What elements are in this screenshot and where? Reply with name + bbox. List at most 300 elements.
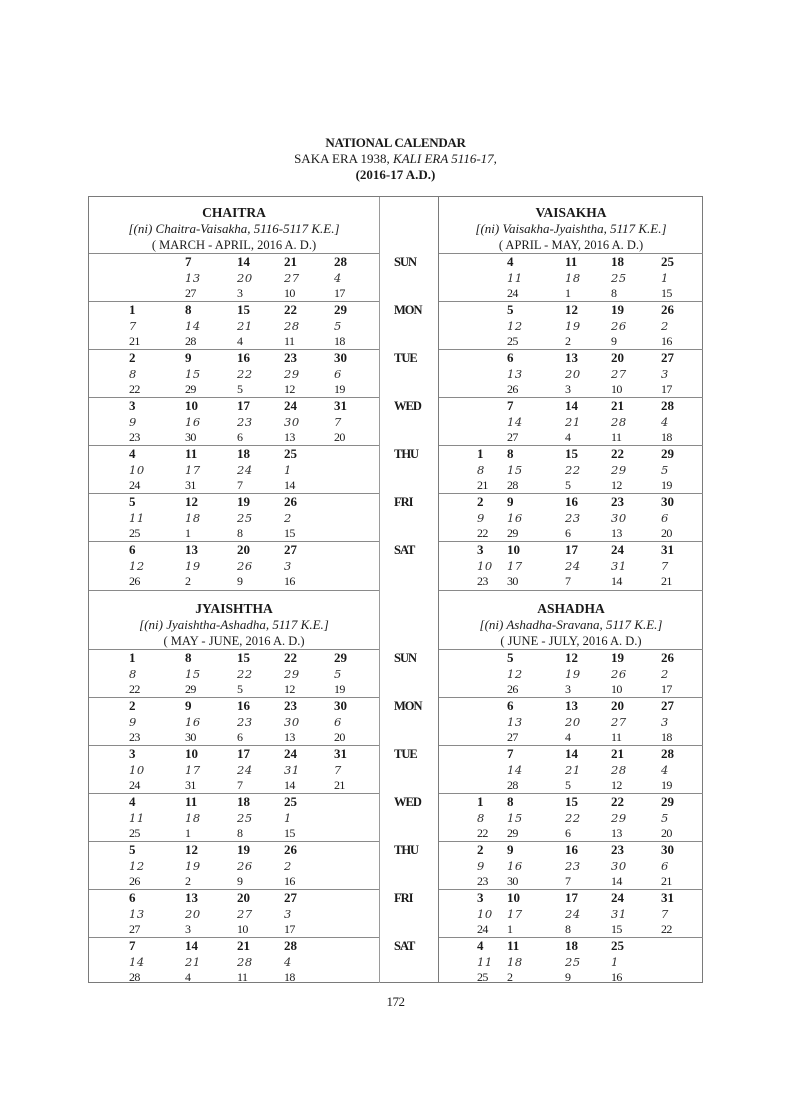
date-cell: 13 [185,542,198,557]
date-cell: 24 [237,763,253,777]
date-cell: 28 [129,970,140,984]
date-cell: 5 [565,478,571,492]
gregorian-line [439,890,703,906]
date-cell: 9 [507,494,514,509]
gregorian-line [89,494,379,510]
gregorian-line [439,650,703,666]
date-cell: 1 [129,302,136,317]
date-cell: 16 [237,698,250,713]
day-label-mon: MON [394,303,422,317]
date-cell: 4 [507,254,514,269]
date-cell: 4 [661,763,669,777]
date-cell: 19 [611,302,624,317]
date-cell: 16 [185,715,201,729]
date-cell: 14 [565,398,578,413]
date-cell: 23 [129,730,140,744]
date-cell: 21 [565,415,581,429]
week-row-fri [89,493,379,541]
date-cell: 30 [185,430,196,444]
date-cell: 23 [129,430,140,444]
month-range: ( APRIL - MAY, 2016 A. D.) [498,238,644,252]
saka-era: SAKA ERA 1938, [294,151,390,166]
date-cell: 20 [185,907,201,921]
date-cell: 29 [507,826,518,840]
date-cell: 20 [334,730,345,744]
date-cell: 24 [284,398,297,413]
date-cell: 13 [185,890,198,905]
date-cell: 5 [507,302,514,317]
week-row-tue [89,349,379,397]
kali-era: KALI ERA 5116-17, [393,151,497,166]
date-cell: 15 [565,446,578,461]
week-row-thu [89,445,379,493]
date-cell: 8 [477,811,485,825]
week-row-thu [89,841,379,889]
date-cell: 1 [661,271,669,285]
date-cell: 22 [129,382,140,396]
date-cell: 31 [661,890,674,905]
date-cell: 11 [237,970,248,984]
date-cell: 17 [185,763,201,777]
date-cell: 30 [611,511,627,525]
section-divider [439,590,703,591]
date-cell: 21 [284,254,297,269]
date-cell: 14 [507,415,523,429]
date-cell: 25 [129,826,140,840]
date-cell: 2 [284,859,292,873]
date-cell: 27 [284,271,300,285]
date-cell: 11 [129,811,145,825]
gregorian-line [89,842,379,858]
month-panel-ashadha [439,591,703,985]
date-cell: 6 [507,350,514,365]
date-cell: 4 [129,794,136,809]
date-cell: 11 [284,334,295,348]
date-cell: 19 [661,478,672,492]
date-cell: 2 [477,494,484,509]
date-cell: 26 [237,559,253,573]
date-cell: 23 [611,842,624,857]
saka-line [89,954,379,970]
month-header [89,197,379,253]
date-cell: 26 [507,682,518,696]
date-cell: 3 [565,382,571,396]
date-cell: 10 [129,463,145,477]
date-cell: 11 [129,511,145,525]
day-label-wed: WED [394,795,421,809]
date-cell: 25 [611,938,624,953]
saka-line [89,462,379,478]
date-cell: 26 [284,494,297,509]
date-cell: 12 [565,302,578,317]
saka-line [439,414,703,430]
week-row-tue [89,745,379,793]
gregorian-line [439,542,703,558]
date-cell: 8 [611,286,617,300]
gregorian-line [439,938,703,954]
date-cell: 11 [611,430,622,444]
date-cell: 26 [611,667,627,681]
lunar-line [439,969,703,985]
week-row-tue [439,745,703,793]
date-cell: 9 [477,511,485,525]
gregorian-line [89,302,379,318]
week-row-wed [89,397,379,445]
date-cell: 22 [129,682,140,696]
gregorian-line [89,650,379,666]
date-cell: 10 [237,922,248,936]
calendar-table [88,196,703,983]
date-cell: 25 [661,254,674,269]
week-row-wed [439,793,703,841]
saka-line [89,414,379,430]
date-cell: 6 [661,859,669,873]
date-cell: 7 [507,746,514,761]
date-cell: 12 [284,382,295,396]
date-cell: 23 [237,715,253,729]
date-cell: 10 [477,559,493,573]
date-cell: 8 [507,446,514,461]
date-cell: 2 [661,319,669,333]
date-cell: 20 [611,350,624,365]
date-cell: 13 [565,350,578,365]
day-label-tue: TUE [394,351,417,365]
date-cell: 15 [284,526,295,540]
date-cell: 11 [185,794,198,809]
date-cell: 24 [477,922,488,936]
date-cell: 20 [565,367,581,381]
date-cell: 7 [661,559,669,573]
month-header [439,591,703,649]
lunar-line [89,969,379,985]
date-cell: 27 [284,890,297,905]
date-cell: 1 [129,650,136,665]
date-cell: 12 [507,667,523,681]
date-cell: 2 [185,874,191,888]
date-cell: 26 [129,874,140,888]
date-cell: 6 [237,430,243,444]
date-cell: 12 [185,494,198,509]
date-cell: 27 [237,907,253,921]
date-cell: 6 [237,730,243,744]
week-row-mon [439,697,703,745]
week-row-sun [89,253,379,301]
date-cell: 18 [611,254,624,269]
date-cell: 29 [284,667,300,681]
date-cell: 13 [507,367,523,381]
date-cell: 30 [661,494,674,509]
date-cell: 26 [507,382,518,396]
date-cell: 15 [565,794,578,809]
date-cell: 7 [129,938,136,953]
date-cell: 16 [565,842,578,857]
date-cell: 6 [129,542,136,557]
date-cell: 27 [185,286,196,300]
date-cell: 23 [477,574,488,588]
date-cell: 14 [185,938,198,953]
saka-line [89,762,379,778]
date-cell: 13 [185,271,201,285]
date-cell: 2 [129,350,136,365]
date-cell: 26 [661,302,674,317]
date-cell: 30 [334,698,347,713]
date-cell: 8 [507,794,514,809]
date-cell: 3 [284,559,292,573]
date-cell: 30 [507,874,518,888]
date-cell: 30 [661,842,674,857]
saka-line [439,270,703,286]
date-cell: 14 [611,574,622,588]
gregorian-line [439,398,703,414]
page-header [0,135,791,183]
lunar-line [439,525,703,541]
saka-line [89,810,379,826]
date-cell: 2 [477,842,484,857]
week-row-mon [439,301,703,349]
date-cell: 15 [237,650,250,665]
date-cell: 31 [334,746,347,761]
date-cell: 12 [129,859,145,873]
saka-line [439,858,703,874]
lunar-line [439,573,703,589]
gregorian-line [89,698,379,714]
date-cell: 16 [185,415,201,429]
date-cell: 28 [185,334,196,348]
date-cell: 30 [334,350,347,365]
date-cell: 13 [565,698,578,713]
date-cell: 3 [477,890,484,905]
date-cell: 11 [507,938,520,953]
date-cell: 8 [185,650,192,665]
lunar-line [89,285,379,301]
date-cell: 22 [477,526,488,540]
section-divider [89,590,379,591]
date-cell: 19 [185,859,201,873]
date-cell: 18 [334,334,345,348]
day-label-thu: THU [394,447,419,461]
lunar-line [89,825,379,841]
lunar-line [439,777,703,793]
week-row-mon [89,301,379,349]
saka-line [89,366,379,382]
date-cell: 25 [477,970,488,984]
date-cell: 28 [237,955,253,969]
date-cell: 5 [129,842,136,857]
saka-line [89,906,379,922]
date-cell: 11 [507,271,523,285]
date-cell: 2 [507,970,513,984]
lunar-line [89,777,379,793]
date-cell: 13 [284,430,295,444]
day-label-sun: SUN [394,255,417,269]
date-cell: 16 [237,350,250,365]
lunar-line [439,681,703,697]
date-cell: 17 [661,382,672,396]
day-label-sat: SAT [394,939,415,953]
day-label-thu: THU [394,843,419,857]
saka-line [89,666,379,682]
date-cell: 14 [507,763,523,777]
date-cell: 9 [477,859,485,873]
date-cell: 12 [565,650,578,665]
date-cell: 25 [237,511,253,525]
date-cell: 3 [284,907,292,921]
saka-line [89,858,379,874]
date-cell: 20 [661,526,672,540]
date-cell: 31 [661,542,674,557]
month-subtitle: [(ni) Chaitra-Vaisakha, 5116-5117 K.E.] [128,221,340,236]
date-cell: 4 [565,430,571,444]
date-cell: 23 [565,511,581,525]
date-cell: 25 [611,271,627,285]
date-cell: 15 [185,367,201,381]
date-cell: 9 [507,842,514,857]
date-cell: 28 [661,746,674,761]
date-cell: 6 [507,698,514,713]
date-cell: 2 [284,511,292,525]
month-name: CHAITRA [202,205,266,220]
date-cell: 27 [661,698,674,713]
lunar-line [439,381,703,397]
date-cell: 16 [284,574,295,588]
saka-line [89,714,379,730]
date-cell: 15 [507,811,523,825]
date-cell: 19 [611,650,624,665]
date-cell: 5 [237,682,243,696]
lunar-line [439,873,703,889]
date-cell: 18 [185,811,201,825]
lunar-line [439,729,703,745]
date-cell: 1 [185,826,191,840]
date-cell: 22 [611,446,624,461]
date-cell: 7 [237,778,243,792]
date-cell: 19 [661,778,672,792]
lunar-line [89,921,379,937]
day-label-mon: MON [394,699,422,713]
date-cell: 17 [237,746,250,761]
date-cell: 19 [334,682,345,696]
date-cell: 4 [284,955,292,969]
saka-line [89,558,379,574]
date-cell: 17 [334,286,345,300]
date-cell: 2 [129,698,136,713]
lunar-line [89,381,379,397]
date-cell: 17 [565,542,578,557]
date-cell: 24 [237,463,253,477]
date-cell: 5 [661,463,669,477]
day-label-tue: TUE [394,747,417,761]
date-cell: 28 [611,763,627,777]
week-row-tue [439,349,703,397]
date-cell: 5 [565,778,571,792]
date-cell: 2 [565,334,571,348]
date-cell: 23 [565,859,581,873]
date-cell: 2 [185,574,191,588]
week-row-thu [439,841,703,889]
date-cell: 8 [129,667,137,681]
date-cell: 18 [661,730,672,744]
date-cell: 21 [334,778,345,792]
saka-line [439,954,703,970]
date-cell: 10 [507,542,520,557]
lunar-line [439,921,703,937]
date-cell: 14 [611,874,622,888]
date-cell: 23 [237,415,253,429]
date-cell: 12 [611,778,622,792]
lunar-line [89,525,379,541]
week-row-fri [439,889,703,937]
date-cell: 18 [661,430,672,444]
date-cell: 7 [237,478,243,492]
gregorian-line [89,938,379,954]
lunar-line [89,873,379,889]
date-cell: 29 [284,367,300,381]
date-cell: 21 [129,334,140,348]
month-range: ( JUNE - JULY, 2016 A. D.) [500,634,642,648]
week-row-mon [89,697,379,745]
date-cell: 6 [129,890,136,905]
date-cell: 30 [611,859,627,873]
month-header [439,197,703,253]
date-cell: 15 [507,463,523,477]
day-label-sun: SUN [394,651,417,665]
saka-line [439,510,703,526]
date-cell: 1 [477,794,484,809]
lunar-line [439,477,703,493]
date-cell: 25 [507,334,518,348]
date-cell: 6 [334,715,342,729]
gregorian-line [89,398,379,414]
date-cell: 17 [661,682,672,696]
date-cell: 7 [129,319,137,333]
calendar-title: NATIONAL CALENDAR [325,135,466,150]
month-subtitle: [(ni) Ashadha-Sravana, 5117 K.E.] [479,617,663,632]
gregorian-line [89,254,379,270]
date-cell: 12 [185,842,198,857]
date-cell: 22 [237,367,253,381]
date-cell: 30 [507,574,518,588]
date-cell: 31 [185,778,196,792]
month-subtitle: [(ni) Vaisakha-Jyaishtha, 5117 K.E.] [475,221,667,236]
month-range: ( MARCH - APRIL, 2016 A. D.) [151,238,317,252]
date-cell: 18 [565,271,581,285]
date-cell: 6 [334,367,342,381]
calendar-years: (2016-17 A.D.) [355,167,436,182]
lunar-line [439,285,703,301]
date-cell: 9 [237,874,243,888]
date-cell: 23 [477,874,488,888]
date-cell: 21 [237,319,253,333]
date-cell: 26 [129,574,140,588]
gregorian-line [89,446,379,462]
date-cell: 8 [477,463,485,477]
date-cell: 12 [507,319,523,333]
gregorian-line [89,794,379,810]
date-cell: 5 [507,650,514,665]
date-cell: 21 [477,478,488,492]
date-cell: 9 [237,574,243,588]
gregorian-line [439,842,703,858]
lunar-line [439,429,703,445]
week-row-sun [89,649,379,697]
lunar-line [89,477,379,493]
date-cell: 24 [565,907,581,921]
date-cell: 21 [611,398,624,413]
week-row-wed [89,793,379,841]
date-cell: 10 [185,746,198,761]
saka-line [439,714,703,730]
date-cell: 17 [507,907,523,921]
